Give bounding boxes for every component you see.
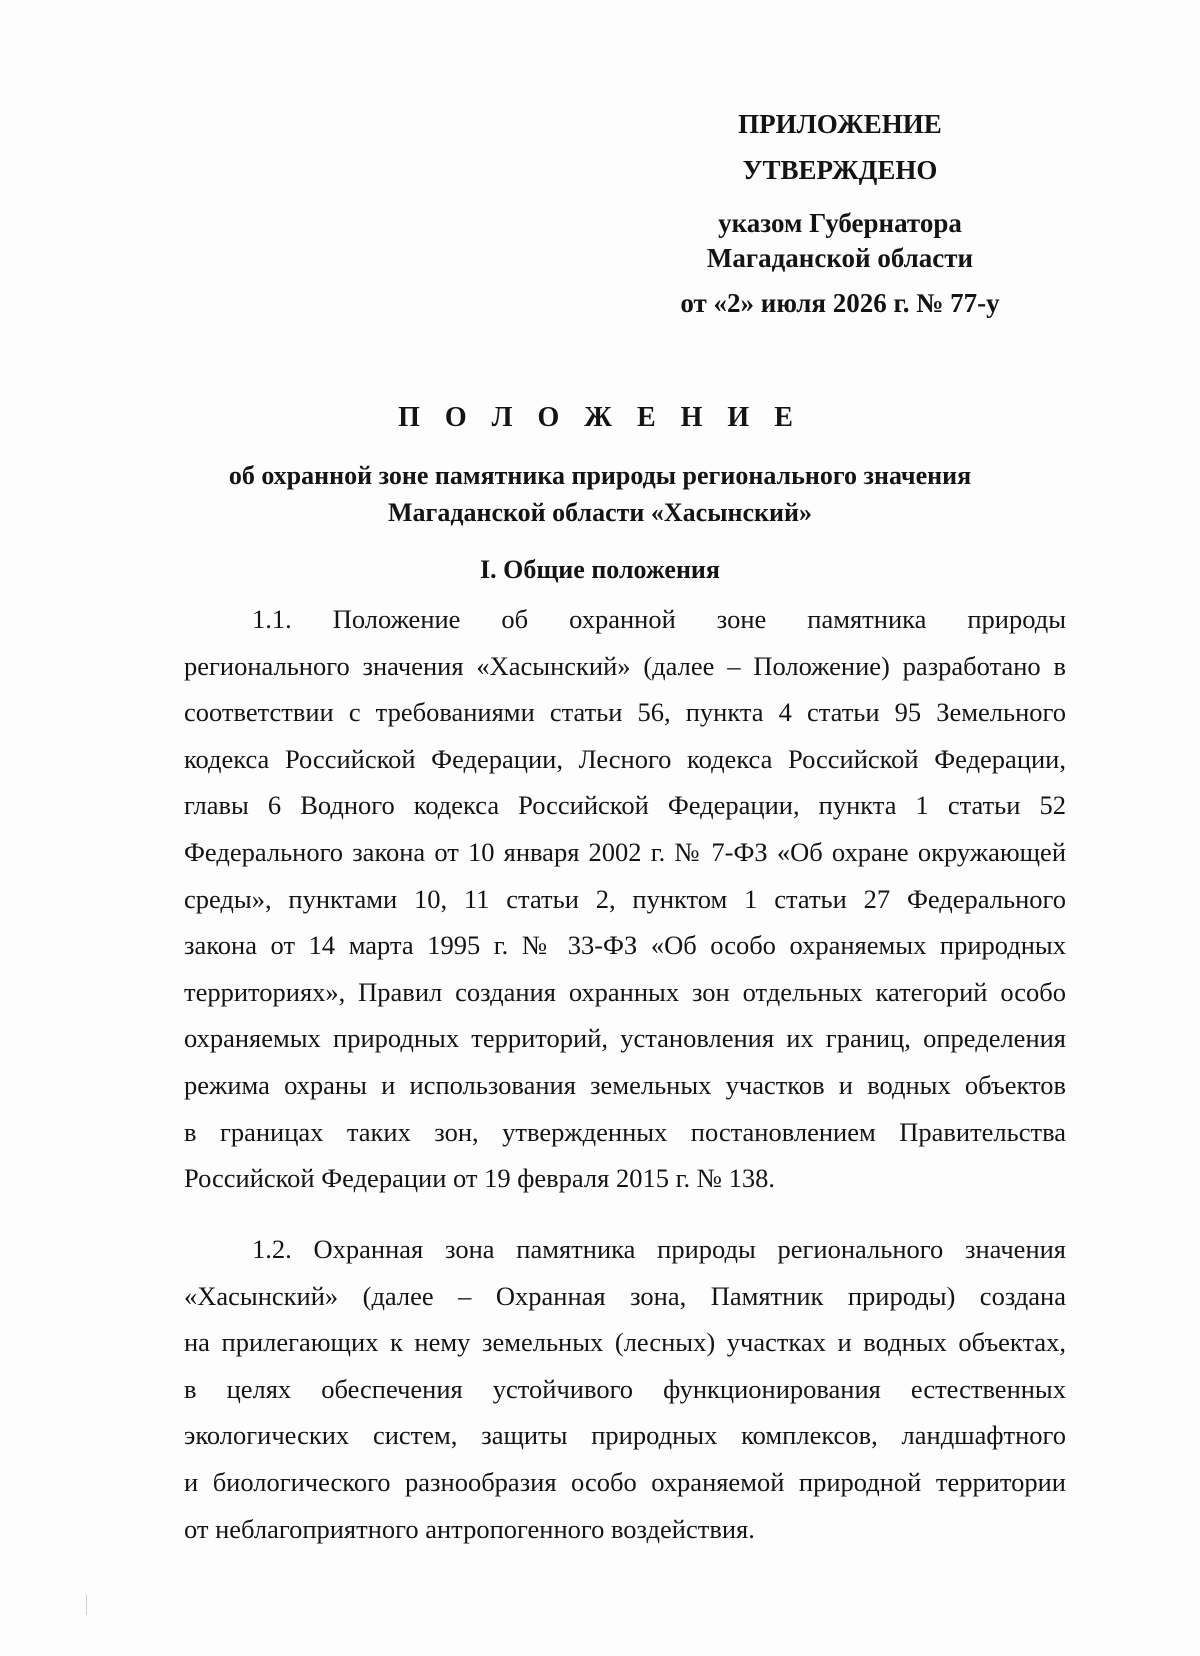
paragraph-line: территориях», Правил создания охранных зон отдельных категорий особо (184, 976, 1066, 1007)
document-subtitle (140, 457, 1060, 531)
paragraph-line: режима охраны и использования земельных участков и водных объектов (184, 1069, 1066, 1100)
document-title: П О Л О Ж Е Н И Е (398, 402, 802, 433)
paragraph-line: соответствии с требованиями статьи 56, пункта 4 статьи 95 Земельного (184, 697, 1066, 728)
document-subtitle-line-2: Магаданской области «Хасынский» (388, 498, 812, 527)
approval-approved: УТВЕРЖДЕНО (742, 155, 938, 185)
paragraph-1-2 (184, 1226, 1066, 1552)
paragraph-line: «Хасынский» (далее – Охранная зона, Памятник природы) создана (184, 1280, 1066, 1311)
paragraph-line: охраняемых природных территорий, установления их границ, определения (184, 1023, 1066, 1054)
paragraph-line: в границах таких зон, утвержденных постановлением Правительства (184, 1116, 1066, 1147)
paragraph-line: Федерального закона от 10 января 2002 г. № 7-ФЗ «Об охране окружающей (184, 836, 1066, 867)
approval-date: от «2» июля 2026 г. № 77-у (680, 288, 1000, 318)
section-heading: I. Общие положения (480, 555, 720, 584)
paragraph-line: и биологического разнообразия особо охраняемой природной территории (184, 1466, 1066, 1497)
approval-issuer-line-1: указом Губернатора (718, 208, 962, 238)
approval-block (640, 108, 1040, 319)
paragraph-line: закона от 14 марта 1995 г. № 33-ФЗ «Об особо охраняемых природных (184, 930, 1066, 961)
paragraph-line: 1.1. Положение об охранной зоне памятника природы (252, 604, 1066, 634)
paragraph-1-1 (184, 596, 1066, 1202)
paragraph-line: на прилегающих к нему земельных (лесных) участках и водных объектах, (184, 1327, 1066, 1358)
paragraph-line: Российской Федерации от 19 февраля 2015 г. № 138. (184, 1163, 775, 1194)
approval-title: ПРИЛОЖЕНИЕ (738, 109, 942, 139)
paragraph-line: экологических систем, защиты природных комплексов, ландшафтного (184, 1420, 1066, 1451)
paragraph-line: главы 6 Водного кодекса Российской Федерации, пункта 1 статьи 52 (184, 790, 1066, 821)
paragraph-line: регионального значения «Хасынский» (далее – Положение) разработано в (184, 650, 1066, 681)
scan-margin-mark (86, 1595, 87, 1615)
paragraph-line: кодекса Российской Федерации, Лесного кодекса Российской Федерации, (184, 743, 1066, 774)
paragraph-line: 1.2. Охранная зона памятника природы регионального значения (252, 1234, 1066, 1264)
document-subtitle-line-1: об охранной зоне памятника природы регионального значения (228, 461, 972, 490)
paragraph-line: среды», пунктами 10, 11 статьи 2, пунктом 1 статьи 27 Федерального (184, 883, 1066, 914)
paragraph-line: в целях обеспечения устойчивого функционирования естественных (184, 1373, 1066, 1404)
approval-issuer-line-2: Магаданской области (706, 243, 974, 273)
paragraph-line: от неблагоприятного антропогенного воздействия. (184, 1513, 755, 1544)
